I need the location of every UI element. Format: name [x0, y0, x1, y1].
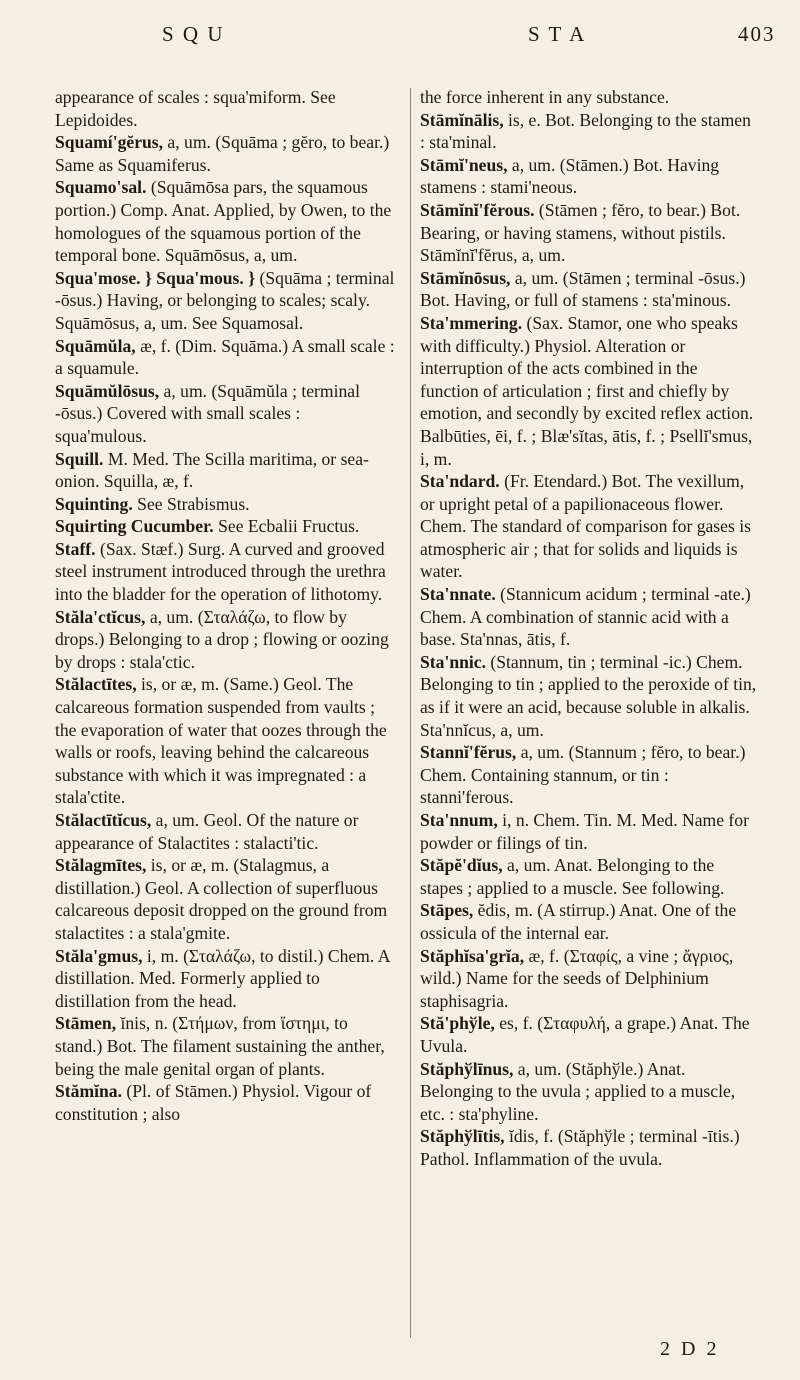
dictionary-entry	[55, 673, 395, 809]
dictionary-entry	[420, 267, 760, 312]
entry-headword: Stāmĭ'neus,	[420, 154, 508, 175]
entry-text: a, um. (Stăphўle.) Anat. Belonging to the uvula ; applied to a muscle, etc. : sta'phyline.	[420, 1058, 736, 1124]
entry-headword: Stāmĭnĭ'fĕrous.	[420, 199, 535, 220]
entry-text: a, um. Anat. Belonging to the stapes ; applied to a muscle. See following.	[420, 855, 725, 898]
entry-text: M. Med. The Scilla maritima, or sea-onion. Squilla, æ, f.	[55, 448, 369, 492]
entry-text: i, m. (Σταλάζω, to distil.) Chem. A distillation. Med. Formerly applied to distillation from the head.	[55, 945, 390, 1011]
entry-text: ĭnis, n. (Στήμων, from ἵστημι, to stand.) Bot. The filament sustaining the anther, being the male genital organ of plants.	[55, 1013, 385, 1079]
dictionary-entry	[55, 854, 395, 944]
entry-headword: Sta'mmering.	[420, 312, 523, 333]
entry-text: (Stannum, tin ; terminal -ic.) Chem. Belonging to tin ; applied to the peroxide of tin, as if it were an acid, because soluble in alkalis. Sta'nnĭcus, a, um.	[420, 651, 757, 740]
dictionary-entry	[420, 651, 760, 741]
entry-headword: Stălactītĭcus,	[55, 810, 152, 830]
entry-text: (Stannicum acidum ; terminal -ate.) Chem. A combination of stannic acid with a base. Sta'nnas, ātis, f.	[420, 584, 751, 650]
entry-text: (Pl. of Stāmen.) Physiol. Vigour of constitution ; also	[55, 1081, 372, 1124]
entry-text: i, n. Chem. Tin. M. Med. Name for powder or filings of tin.	[420, 810, 749, 853]
entry-headword: Sta'nnic.	[420, 651, 486, 672]
dictionary-entry	[420, 1012, 760, 1057]
entry-text: appearance of scales : squa'miform. See Lepidoides.	[55, 87, 336, 130]
dictionary-entry	[55, 538, 395, 606]
entry-text: a, um. (Squāma ; gĕro, to bear.) Same as Squamiferus.	[55, 132, 390, 175]
entry-text: See Ecbalii Fructus.	[213, 516, 360, 537]
entry-text: the force inherent in any substance.	[420, 87, 670, 107]
dictionary-entry	[55, 335, 395, 380]
entry-text: (Sax. Stamor, one who speaks with difficulty.) Physiol. Alteration or interruption of the acts combined in the function of articulation ; first and chiefly by emotion, and secondly by excited reflex action. Balbūties, ēi, f. ; Blæ'sĭtas, ātis, f. ; Psellĭ'smus, i, m.	[420, 312, 754, 469]
entry-headword: Sta'ndard.	[420, 471, 500, 492]
dictionary-entry	[420, 86, 760, 109]
entry-text: (Sax. Stæf.) Surg. A curved and grooved steel instrument introduced through the urethra into the bladder for the operation of lithotomy.	[55, 538, 386, 605]
entry-text: ĕdis, m. (A stirrup.) Anat. One of the ossicula of the internal ear.	[420, 900, 737, 943]
dictionary-entry	[420, 899, 760, 944]
page-number: 403	[738, 22, 776, 46]
entry-text: a, um. (Stāmen ; terminal -ōsus.) Bot. Having, or full of stamens : sta'minous.	[420, 267, 746, 311]
signature-mark: 2 D 2	[660, 1338, 720, 1360]
entry-headword: Stāpes,	[420, 900, 474, 921]
dictionary-entry	[420, 199, 760, 267]
entry-text: ĭdis, f. (Stăphўle ; terminal -ītis.) Pathol. Inflammation of the uvula.	[420, 1126, 740, 1169]
dictionary-entry	[55, 809, 395, 854]
entry-headword: Stāmĭnōsus,	[420, 267, 511, 288]
dictionary-entry	[420, 854, 760, 899]
entry-text: a, um. (Stannum ; fĕro, to bear.) Chem. Containing stannum, or tin : stanni'ferous.	[420, 742, 746, 808]
entry-headword: Squāmŭlōsus,	[55, 380, 160, 401]
entry-text: is, e. Bot. Belonging to the stamen : sta'minal.	[420, 109, 751, 153]
dictionary-entry	[55, 86, 395, 131]
entry-text: (Stāmen ; fĕro, to bear.) Bot. Bearing, or having stamens, without pistils. Stāmĭnĭ'fĕrus, a, um.	[420, 199, 741, 266]
dictionary-entry	[55, 1080, 395, 1125]
dictionary-entry	[55, 515, 395, 538]
dictionary-entry	[55, 448, 395, 493]
entry-text: a, um. (Squāmŭla ; terminal -ōsus.) Covered with small scales : squa'mulous.	[55, 380, 360, 446]
entry-headword: Staff.	[55, 538, 96, 559]
entry-text: See Strabismus.	[132, 493, 250, 514]
dictionary-entry	[55, 267, 395, 335]
dictionary-entry	[55, 1012, 395, 1080]
entry-headword: Stāmen,	[55, 1013, 117, 1034]
dictionary-entry	[420, 470, 760, 583]
dictionary-entry	[55, 945, 395, 1013]
entry-headword: Stāmĭnālis,	[420, 109, 504, 130]
entry-text: (Squāma ; terminal -ōsus.) Having, or belonging to scales; scaly. Squāmōsus, a, um. See Squamosal.	[55, 267, 395, 333]
dictionary-entry	[55, 131, 395, 176]
dictionary-entry	[55, 606, 395, 674]
dictionary-entry	[420, 109, 760, 154]
entry-headword: Stăphĭsa'grĭa,	[420, 945, 525, 966]
left-column	[55, 86, 395, 1125]
entry-headword: Stă'phўle,	[420, 1013, 495, 1034]
entry-text: a, um. Geol. Of the nature or appearance of Stalactites : stalacti'tic.	[55, 810, 359, 853]
entry-headword: Stăla'gmus,	[55, 945, 143, 966]
entry-headword: Stămĭna.	[55, 1081, 122, 1102]
entry-headword: Stăphўlīnus,	[420, 1058, 514, 1079]
entry-headword: Stălagmītes,	[55, 855, 147, 876]
entry-headword: Stălactītes,	[55, 674, 137, 695]
entry-headword: Squamo'sal.	[55, 177, 147, 198]
entry-text: es, f. (Σταφυλή, a grape.) Anat. The Uvula.	[420, 1013, 750, 1056]
dictionary-entry	[55, 493, 395, 516]
dictionary-entry	[420, 945, 760, 1013]
dictionary-entry	[420, 1058, 760, 1126]
entry-headword: Stăphўlītis,	[420, 1126, 505, 1147]
dictionary-entry	[420, 583, 760, 651]
running-header	[0, 22, 800, 52]
entry-headword: Squāmŭla,	[55, 335, 136, 356]
entry-text: (Fr. Etendard.) Bot. The vexillum, or upright petal of a papilionaceous flower. Chem. The standard of comparison for gases is atmospheric air ; that for solids and liquids is water.	[420, 471, 751, 582]
entry-headword: Squinting.	[55, 493, 133, 514]
column-divider	[410, 88, 411, 1338]
entry-headword: Squill.	[55, 448, 104, 469]
entry-text: æ, f. (Σταφίς, a vine ; ἄγριος, wild.) Name for the seeds of Delphinium staphisagria.	[420, 945, 734, 1011]
entry-text: is, or æ, m. (Same.) Geol. The calcareous formation suspended from vaults ; the evaporation of water that oozes through the walls or roofs, leaving behind the calcareous substance with which it was impregnated : a stala'ctite.	[55, 674, 387, 808]
entry-headword: Squa'mose. } Squa'mous. }	[55, 267, 256, 288]
entry-headword: Sta'nnum,	[420, 810, 498, 830]
dictionary-entry	[420, 1125, 760, 1170]
entry-text: is, or æ, m. (Stalagmus, a distillation.) Geol. A collection of superfluous calcareous deposit dropped on the ground from stalactites : a stala'gmite.	[55, 855, 388, 943]
entry-text: (Squāmōsa pars, the squamous portion.) Comp. Anat. Applied, by Owen, to the homologues of the squamous portion of the temporal bone. Squāmōsus, a, um.	[55, 177, 392, 266]
entry-text: a, um. (Σταλάζω, to flow by drops.) Belonging to a drop ; flowing or oozing by drops : stala'ctic.	[55, 606, 389, 672]
entry-headword: Sta'nnate.	[420, 584, 496, 605]
entry-headword: Squamí'gĕrus,	[55, 132, 164, 153]
right-column	[420, 86, 760, 1171]
entry-headword: Stannĭ'fĕrus,	[420, 742, 517, 763]
header-right: S T A	[528, 22, 587, 46]
dictionary-entry	[420, 741, 760, 809]
entry-text: a, um. (Stāmen.) Bot. Having stamens : stami'neous.	[420, 154, 720, 198]
dictionary-entry	[420, 312, 760, 470]
dictionary-entry	[55, 176, 395, 266]
entry-headword: Squirting Cucumber.	[55, 516, 214, 537]
entry-text: æ, f. (Dim. Squāma.) A small scale : a squamule.	[55, 335, 395, 379]
header-left: S Q U	[162, 22, 225, 46]
entry-headword: Stăla'ctĭcus,	[55, 606, 146, 627]
dictionary-entry	[55, 380, 395, 448]
dictionary-entry	[420, 154, 760, 199]
entry-headword: Stăpĕ'dĭus,	[420, 855, 503, 876]
dictionary-entry	[420, 809, 760, 854]
